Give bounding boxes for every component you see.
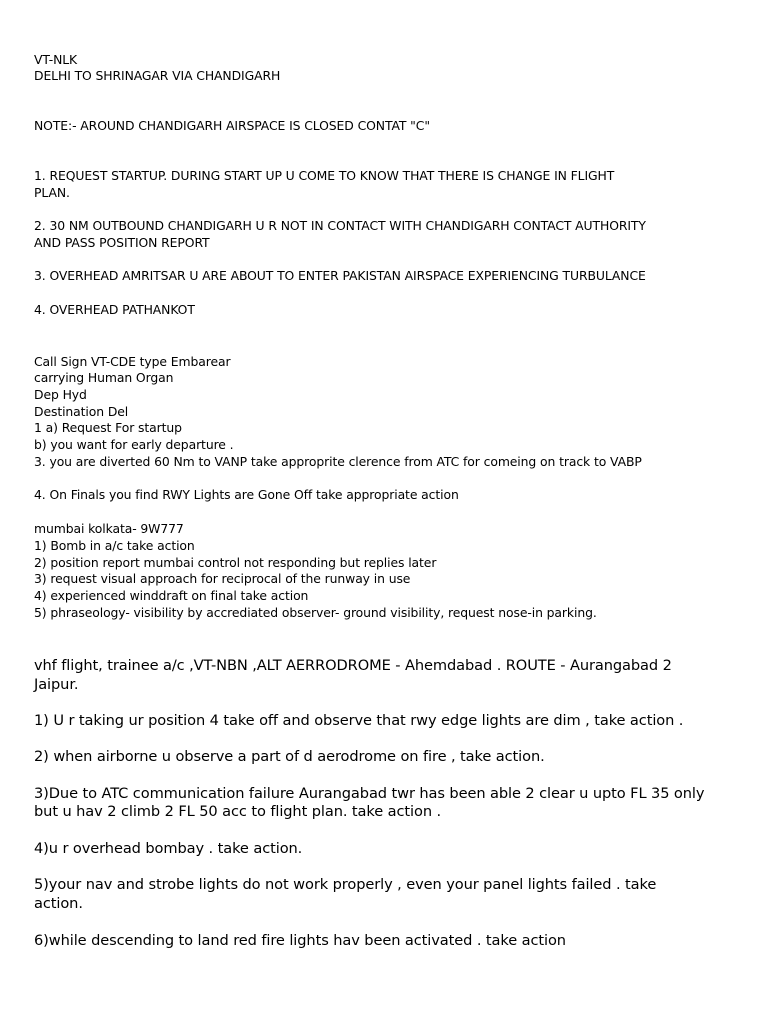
item-2-line-1: 2. 30 NM OUTBOUND CHANDIGARH U R NOT IN CONTACT WITH CHANDIGARH CONTACT AUTHORITY <box>34 218 646 233</box>
item-1-line-1: 1. REQUEST STARTUP. DURING START UP U COME TO KNOW THAT THERE IS CHANGE IN FLIGHT <box>34 168 615 183</box>
item-2-line-2: AND PASS POSITION REPORT <box>34 235 210 250</box>
question-2-line: 2) when airborne u observe a part of d aerodrome on fire , take action. <box>34 748 545 765</box>
callsign-line: Call Sign VT-CDE type Embarear <box>34 354 231 369</box>
visual-approach-line: 3) request visual approach for reciprocal of the runway in use <box>34 571 411 586</box>
vhf-heading-line-2: Jaipur. <box>34 676 79 693</box>
note-line: NOTE:- AROUND CHANDIGARH AIRSPACE IS CLOSED CONTAT "C" <box>34 118 430 133</box>
diversion-line: 3. you are diverted 60 Nm to VANP take approprite clerence from ATC for comeing on track to VABP <box>34 454 642 469</box>
vhf-heading-line-1: vhf flight, trainee a/c ,VT-NBN ,ALT AERRODROME - Ahemdabad . ROUTE - Aurangabad 2 <box>34 657 672 674</box>
aircraft-registration: VT-NLK <box>34 52 78 67</box>
question-4-line: 4)u r overhead bombay . take action. <box>34 840 303 857</box>
cargo-line: carrying Human Organ <box>34 370 174 385</box>
phraseology-line: 5) phraseology- visibility by accrediated observer- ground visibility, request nose-in parking. <box>34 605 597 620</box>
item-3-line: 3. OVERHEAD AMRITSAR U ARE ABOUT TO ENTER PAKISTAN AIRSPACE EXPERIENCING TURBULANCE <box>34 268 646 283</box>
question-5-line-1: 5)your nav and strobe lights do not work properly , even your panel lights failed . take <box>34 876 657 893</box>
question-6-line: 6)while descending to land red fire lights hav been activated . take action <box>34 932 566 949</box>
early-departure-line: b) you want for early departure . <box>34 437 234 452</box>
question-3-line-2: but u hav 2 climb 2 FL 50 acc to flight plan. take action . <box>34 803 442 820</box>
flight-route-line: mumbai kolkata- 9W777 <box>34 521 184 536</box>
bomb-line: 1) Bomb in a/c take action <box>34 538 195 553</box>
question-5-line-2: action. <box>34 895 83 912</box>
finals-line: 4. On Finals you find RWY Lights are Gone Off take appropriate action <box>34 487 459 502</box>
question-3-line-1: 3)Due to ATC communication failure Aurangabad twr has been able 2 clear u upto FL 35 only <box>34 785 705 802</box>
winddraft-line: 4) experienced winddraft on final take action <box>34 588 309 603</box>
startup-request-line: 1 a) Request For startup <box>34 420 182 435</box>
item-1-line-2: PLAN. <box>34 185 70 200</box>
item-4-line: 4. OVERHEAD PATHANKOT <box>34 302 195 317</box>
destination-line: Destination Del <box>34 404 129 419</box>
departure-line: Dep Hyd <box>34 387 87 402</box>
position-report-line: 2) position report mumbai control not responding but replies later <box>34 555 437 570</box>
route-line: DELHI TO SHRINAGAR VIA CHANDIGARH <box>34 68 281 83</box>
question-1-line: 1) U r taking ur position 4 take off and observe that rwy edge lights are dim , take action . <box>34 712 684 729</box>
